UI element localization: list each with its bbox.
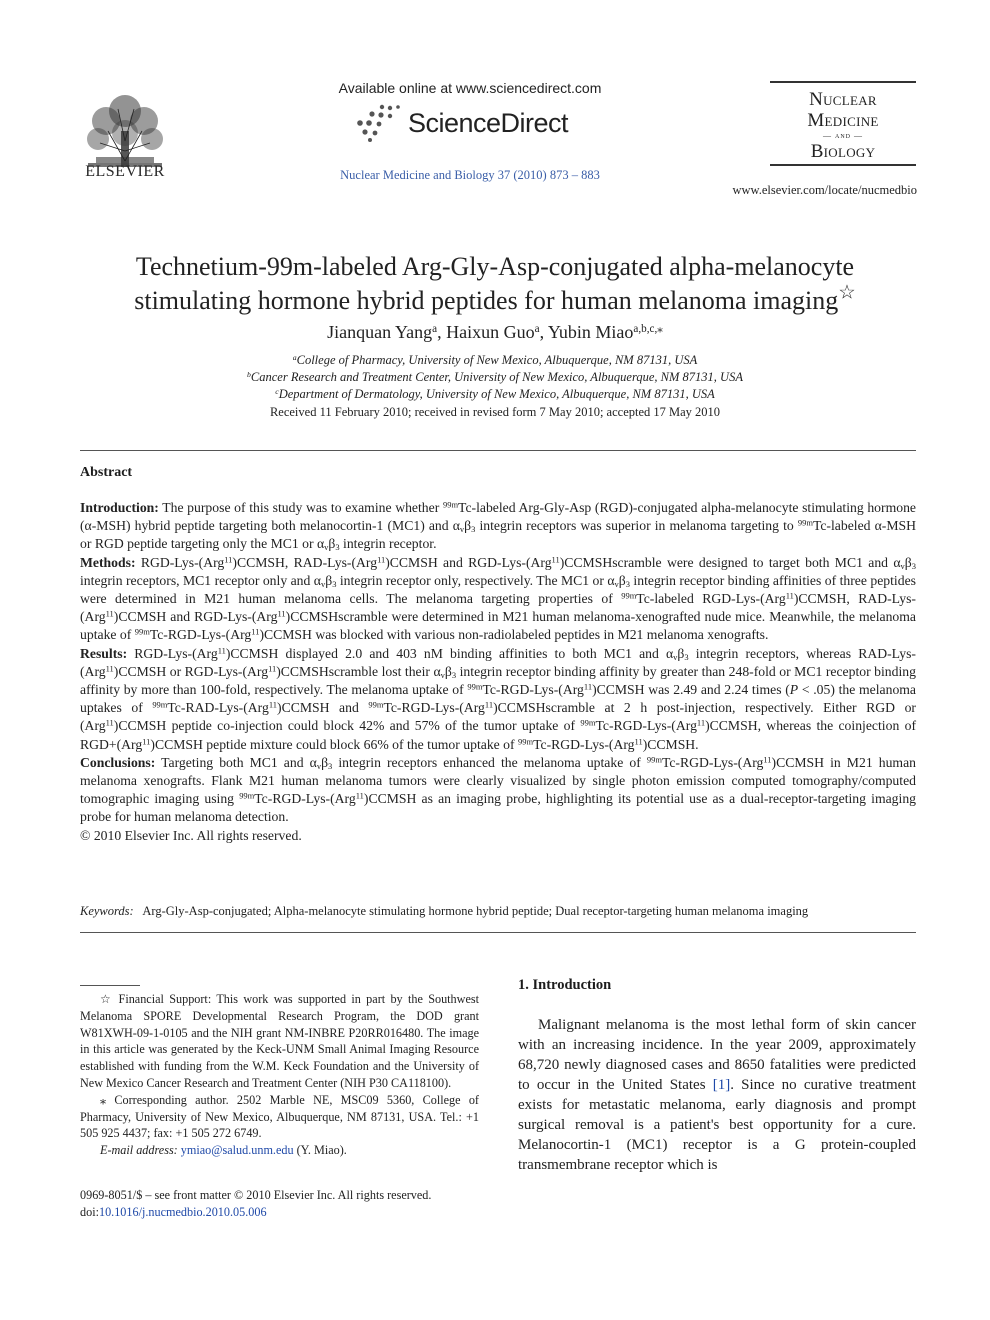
author-list: Jianquan Yang$^a$, Haixun Guo$^a$, Yubin Miao$^{a,b,c,⁎}$ <box>327 322 663 342</box>
corresponding-author-footnote: ⁎ Corresponding author. 2502 Marble NE, MSC09 5360, College of Pharmacy, University of New Mexico, Albuquerque, NM 87131, USA. Tel.: +1 505 925 4437; fax: +1 505 272 6749. <box>80 1092 479 1141</box>
issn-line: 0969-8051/$ – see front matter © 2010 Elsevier Inc. All rights reserved. <box>80 1188 432 1202</box>
footnote-rule <box>80 985 140 986</box>
affiliation-text: College of Pharmacy, University of New Mexico, Albuquerque, NM 87131, USA <box>296 353 698 367</box>
footnotes <box>80 991 479 1159</box>
affiliation <box>60 370 930 385</box>
affiliation-text: Cancer Research and Treatment Center, University of New Mexico, Albuquerque, NM 87131, USA <box>250 370 743 384</box>
received-dates: Received 11 February 2010; received in revised form 7 May 2010; accepted 17 May 2010 <box>269 405 721 419</box>
introduction-text: . Since no curative treatment exists for metastatic melanoma, early diagnosis and prompt surgical removal is a patient's best opportunity for a cure. Melanocortin-1 (MC1) receptor is a G protein-coupled transmembrane receptor which is <box>518 1077 916 1173</box>
journal-website[interactable]: www.elsevier.com/locate/nucmedbio <box>732 183 917 197</box>
article-title-line1: Technetium-99m-labeled Arg-Gly-Asp-conjugated alpha-melanocyte <box>135 252 855 281</box>
abstract-section-label: Results: <box>80 645 128 661</box>
introduction-body <box>518 1015 916 1175</box>
author-affiliation-mark: a,b,c, <box>633 322 658 335</box>
sciencedirect-logo: ScienceDirect <box>408 108 569 138</box>
keywords-label: Keywords: <box>80 904 134 918</box>
divider <box>80 932 916 933</box>
affiliation-text: Department of Dermatology, University of New Mexico, Albuquerque, NM 87131, USA <box>278 387 715 401</box>
affiliation-label: c <box>275 386 279 396</box>
affiliation-label: a <box>292 352 297 362</box>
abstract-heading: Abstract <box>80 465 133 480</box>
article-title <box>60 250 930 318</box>
email-suffix: (Y. Miao). <box>296 1143 347 1158</box>
journal-logo-line3: — and — <box>823 131 863 140</box>
abstract-conclusions: Conclusions: Targeting both MC1 and $\alpha_v\beta_3$ integrin receptors enhanced the melanoma uptake of $^{99m}$Tc-RGD-Lys-(Arg$^{11}$)CCMSH in M21 human melanoma xenografts. Flank M21 human melanoma tumors were clearly visualized by single photon emission computed tomography/computed tomographic imaging using $^{99m}$Tc-RGD-Lys-(Arg$^{11}$)CCMSH as an imaging probe, highlighting its potential use as a dual-receptor-targeting imaging probe for human melanoma detection. <box>80 754 917 825</box>
author-affiliation-mark: a <box>534 322 540 335</box>
author-name: Jianquan Yang <box>327 322 433 342</box>
journal-logo-line4: Biology <box>810 141 876 162</box>
affiliation-label: b <box>247 369 251 379</box>
reference-link[interactable]: [1] <box>712 1077 731 1093</box>
doi-label: doi: <box>80 1205 99 1219</box>
abstract-copyright: © 2010 Elsevier Inc. All rights reserved. <box>80 827 302 843</box>
section-heading-introduction: 1. Introduction <box>518 977 612 993</box>
abstract-section-label: Conclusions: <box>80 754 156 770</box>
abstract-results: Results: RGD-Lys-(Arg$^{11}$)CCMSH displayed 2.0 and 403 nM binding affinities to both MC1 and $\alpha_v\beta_3$ integrin receptors, whereas RAD-Lys-(Arg$^{11}$)CCMSH or RGD-Lys-(Arg$^{11}$)CCMSHscramble lost their $\alpha_v\beta_3$ integrin receptor binding affinity by greater than 248-fold or MC1 receptor binding affinity by more than 100-fold, respectively. The melanoma uptake of $^{99m}$Tc-RGD-Lys-(Arg$^{11}$)CCMSH was 2.49 and 2.24 times (P < .05) the melanoma uptakes of $^{99m}$Tc-RAD-Lys-(Arg$^{11}$)CCMSH and $^{99m}$Tc-RGD-Lys-(Arg$^{11}$)CCMSHscramble at 2 h post-injection, respectively. Either RGD or (Arg$^{11}$)CCMSH peptide co-injection could block 42% and 57% of the tumor uptake of $^{99m}$Tc-RGD-Lys-(Arg$^{11}$)CCMSH, whereas the coinjection of RGD+(Arg$^{11}$)CCMSH peptide mixture could block 66% of the tumor uptake of $^{99m}$Tc-RGD-Lys-(Arg$^{11}$)CCMSH. <box>80 644 917 752</box>
corresponding-author-mark[interactable]: ⁎ <box>657 322 663 335</box>
abstract-methods: Methods: RGD-Lys-(Arg$^{11}$)CCMSH, RAD-Lys-(Arg$^{11}$)CCMSH and RGD-Lys-(Arg$^{11}$)CCMSHscramble were designed to target both MC1 and $\alpha_v\beta_3$ integrin receptors, MC1 receptor only and $\alpha_v\beta_3$ integrin receptor only, respectively. The MC1 or $\alpha_v\beta_3$ integrin receptor binding affinities of three peptides were determined in M21 human melanoma cells. The melanoma targeting properties of $^{99m}$Tc-labeled RGD-Lys-(Arg$^{11}$)CCMSH, RAD-Lys-(Arg$^{11}$)CCMSH and RGD-Lys-(Arg$^{11}$)CCMSHscramble were determined in M21 human melanoma-xenografted nude mice. Meanwhile, the melanoma uptake of $^{99m}$Tc-RGD-Lys-(Arg$^{11}$)CCMSH was blocked with various non-radiolabeled peptides in M21 melanoma xenografts. <box>80 553 916 643</box>
affiliation <box>60 353 930 368</box>
journal-logo-line1: Nuclear <box>809 89 877 110</box>
abstract-section-label: Methods: <box>80 554 136 570</box>
publisher-name: ELSEVIER <box>85 163 165 180</box>
affiliation <box>60 387 930 402</box>
author-name: Yubin Miao <box>547 322 634 342</box>
author-name: Haixun Guo <box>446 322 535 342</box>
sciencedirect-dots-icon <box>352 104 406 142</box>
financial-support-footnote: ☆ Financial Support: This work was supported in part by the Southwest Melanoma SPORE Developmental Research Program, the DOD grant W81XWH-09-1-0105 and the NIH grant NM-INBRE P20RR016480. The image in this article was generated by the Keck-UNM Small Animal Imaging Resource established with funding from the W.M. Keck Foundation and the University of New Mexico Cancer Research and Treatment Center (NIH P30 CA118100). <box>80 992 479 1090</box>
email-link[interactable]: ymiao@salud.unm.edu <box>180 1143 294 1158</box>
journal-logo-line2: Medicine <box>807 110 879 131</box>
abstract-introduction: Introduction: The purpose of this study was to examine whether $^{99m}$Tc-labeled Arg-Gly-Asp (RGD)-conjugated alpha-melanocyte stimulating hormone (α-MSH) hybrid peptide targeting both melanocortin-1 (MC1) and $\alpha_v\beta_3$ integrin receptors was superior in melanoma targeting to $^{99m}$Tc-labeled α-MSH or RGD peptide targeting only the MC1 or $\alpha_v\beta_3$ integrin receptor. <box>80 499 916 553</box>
title-footnote-mark[interactable]: ☆ <box>838 282 856 304</box>
abstract-body <box>80 499 916 845</box>
doi-link[interactable]: 10.1016/j.nucmedbio.2010.05.006 <box>98 1205 267 1219</box>
divider <box>80 450 916 451</box>
email-label: E-mail address: <box>100 1143 178 1158</box>
journal-logo <box>770 81 916 166</box>
available-online-text: Available online at www.sciencedirect.com <box>338 80 602 96</box>
author-affiliation-mark: a <box>432 322 438 335</box>
front-matter <box>80 1187 480 1221</box>
keywords-text: Arg-Gly-Asp-conjugated; Alpha-melanocyte stimulating hormone hybrid peptide; Dual receptor-targeting human melanoma imaging <box>142 904 809 918</box>
abstract-section-label: Introduction: <box>80 500 159 515</box>
article-title-line2: stimulating hormone hybrid peptides for human melanoma imaging <box>134 286 839 315</box>
keywords <box>80 904 916 919</box>
journal-citation[interactable]: Nuclear Medicine and Biology 37 (2010) 873 – 883 <box>340 168 600 182</box>
introduction-text: Malignant melanoma is the most lethal form of skin cancer with an increasing incidence. In the year 2009, approximately 68,720 newly diagnosed cases and 8650 fatalities were predicted to occur in the United States <box>518 1017 916 1093</box>
